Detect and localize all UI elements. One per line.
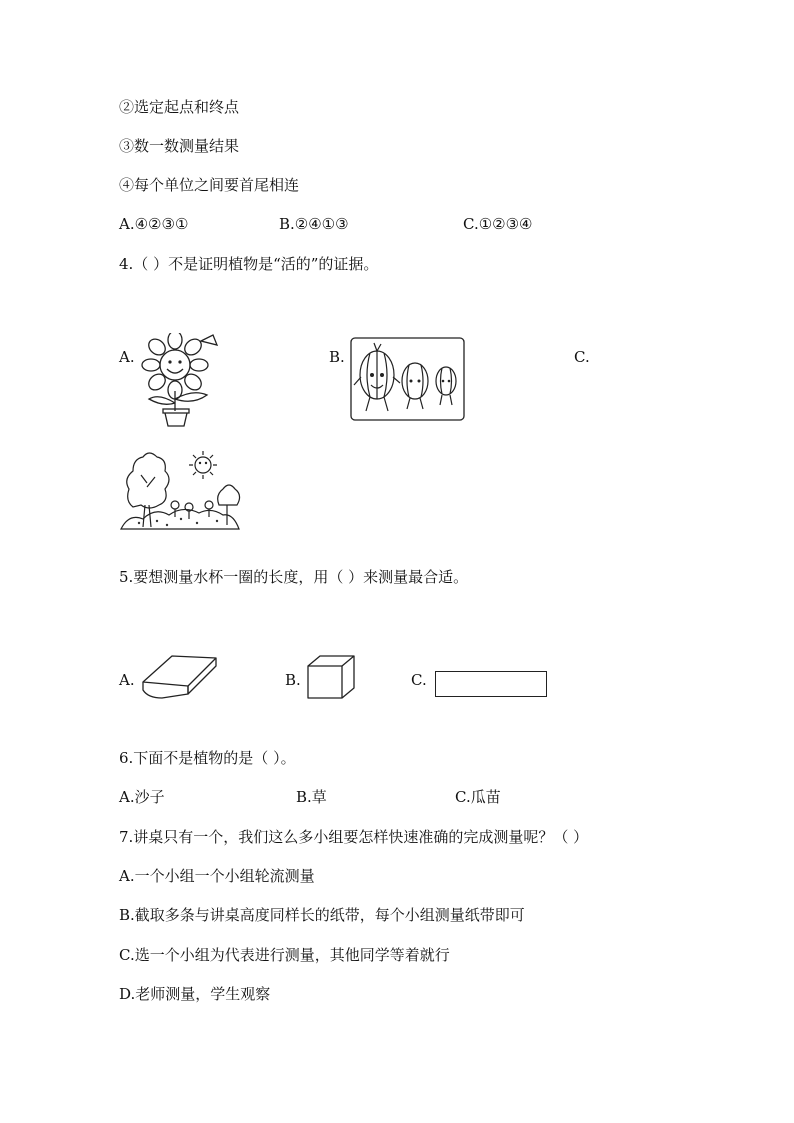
q4-option-a-label: A. xyxy=(119,348,135,366)
q7-option-a: A.一个小组一个小组轮流测量 xyxy=(119,867,315,885)
watermelon-characters-image xyxy=(350,337,465,421)
q3-step-2: ②选定起点和终点 xyxy=(119,98,240,116)
q3-step-3: ③数一数测量结果 xyxy=(119,137,240,155)
q3-option-c: C.①②③④ xyxy=(463,215,533,233)
q6-option-b: B.草 xyxy=(296,788,327,806)
q6-stem: 6.下面不是植物的是（ ）。 xyxy=(119,749,296,767)
tree-sun-landscape-image xyxy=(119,443,243,533)
rectangle-strip-image xyxy=(435,671,547,697)
eraser-image xyxy=(140,652,220,700)
q7-stem: 7.讲桌只有一个，我们这么多小组要怎样快速准确的完成测量呢？（ ） xyxy=(119,828,589,846)
q3-option-b: B.②④①③ xyxy=(279,215,349,233)
q6-option-a: A.沙子 xyxy=(119,788,165,806)
flower-pot-image xyxy=(137,333,221,427)
q4-option-b-label: B. xyxy=(329,348,345,366)
q5-option-b-label: B. xyxy=(285,671,301,689)
q5-option-a-label: A. xyxy=(119,671,135,689)
q7-option-d: D.老师测量，学生观察 xyxy=(119,985,271,1003)
q7-option-c: C.选一个小组为代表进行测量，其他同学等着就行 xyxy=(119,946,450,964)
q3-option-a: A.④②③① xyxy=(119,215,189,233)
q6-option-c: C.瓜苗 xyxy=(455,788,501,806)
q7-option-b: B.截取多条与讲桌高度同样长的纸带，每个小组测量纸带即可 xyxy=(119,906,525,924)
q5-stem: 5.要想测量水杯一圈的长度，用（ ）来测量最合适。 xyxy=(119,568,469,586)
q5-option-c-label: C. xyxy=(411,671,427,689)
q4-stem: 4.（ ）不是证明植物是“活的”的证据。 xyxy=(119,255,379,273)
q3-step-4: ④每个单位之间要首尾相连 xyxy=(119,176,300,194)
cube-image xyxy=(306,654,356,700)
q4-option-c-label: C. xyxy=(574,348,590,366)
